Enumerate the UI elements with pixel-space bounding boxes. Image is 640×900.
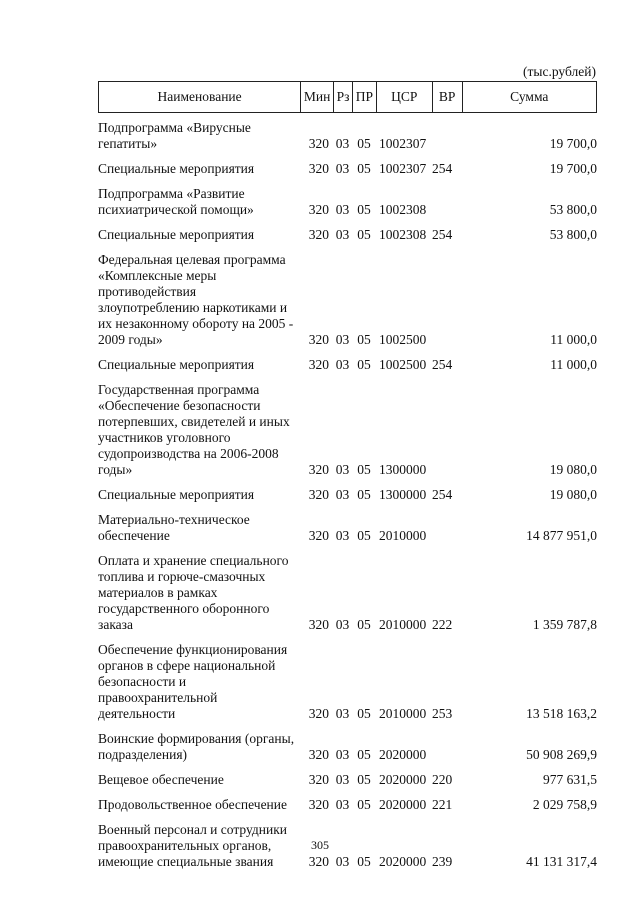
row-min: 320 bbox=[308, 528, 329, 543]
row-pr: 05 bbox=[357, 854, 371, 869]
row-vr: 254 bbox=[432, 161, 453, 176]
row-pr: 05 bbox=[357, 227, 371, 242]
header-pr: ПР bbox=[352, 82, 376, 112]
row-min: 320 bbox=[308, 357, 329, 372]
row-sum: 53 800,0 bbox=[549, 202, 597, 217]
row-sum: 50 908 269,9 bbox=[526, 747, 597, 762]
row-sum: 11 000,0 bbox=[550, 357, 597, 372]
row-name: Подпрограмма «Развитие психиатрической помощи» bbox=[98, 186, 254, 217]
row-rz: 03 bbox=[335, 528, 350, 543]
row-csr: 2020000 bbox=[379, 747, 427, 762]
table-header bbox=[98, 81, 597, 113]
row-sum: 977 631,5 bbox=[543, 772, 597, 787]
row-name: Специальные мероприятия bbox=[98, 227, 255, 242]
row-sum: 1 359 787,8 bbox=[532, 617, 597, 632]
row-min: 320 bbox=[308, 202, 329, 217]
row-rz: 03 bbox=[335, 487, 350, 502]
row-name: Оплата и хранение специального топлива и горюче-смазочных материалов в рамках государственного оборонного заказа bbox=[98, 553, 289, 632]
table-row bbox=[98, 512, 597, 544]
row-sum: 13 518 163,2 bbox=[526, 706, 597, 721]
row-name: Государственная программа «Обеспечение безопасности потерпевших, свидетелей и иных участников уголовного судопроизводства на 2006-2008 годы» bbox=[98, 382, 290, 477]
row-rz: 03 bbox=[335, 706, 350, 721]
row-csr: 1002500 bbox=[379, 332, 427, 347]
row-vr: 221 bbox=[432, 797, 453, 812]
row-min: 320 bbox=[308, 462, 329, 477]
row-rz: 03 bbox=[335, 617, 350, 632]
row-name: Подпрограмма «Вирусные гепатиты» bbox=[98, 120, 251, 151]
row-csr: 1002307 bbox=[379, 136, 427, 151]
row-csr: 1300000 bbox=[379, 487, 427, 502]
row-rz: 03 bbox=[335, 161, 350, 176]
row-csr: 1002308 bbox=[379, 202, 427, 217]
row-csr: 2020000 bbox=[379, 797, 427, 812]
header-csr: ЦСР bbox=[376, 82, 432, 112]
row-vr: 254 bbox=[432, 487, 453, 502]
header-rz: Рз bbox=[333, 82, 352, 112]
row-vr: 253 bbox=[432, 706, 453, 721]
row-csr: 1002307 bbox=[379, 161, 427, 176]
row-name: Федеральная целевая программа «Комплексные меры противодействия злоупотреблению наркотиками и их незаконному обороту на 2005 - 2009 годы» bbox=[98, 252, 294, 347]
row-rz: 03 bbox=[335, 227, 350, 242]
table-row bbox=[98, 642, 597, 722]
table-row bbox=[98, 252, 597, 348]
table-row bbox=[98, 120, 597, 152]
row-name: Обеспечение функционирования органов в сфере национальной безопасности и правоохранительной деятельности bbox=[98, 642, 288, 721]
header-sum: Сумма bbox=[462, 82, 596, 112]
table-row bbox=[98, 161, 597, 177]
row-sum: 19 700,0 bbox=[549, 136, 597, 151]
row-rz: 03 bbox=[335, 854, 350, 869]
page-number: 305 bbox=[311, 838, 329, 852]
row-pr: 05 bbox=[357, 136, 371, 151]
header-vr: ВР bbox=[432, 82, 462, 112]
row-sum: 14 877 951,0 bbox=[526, 528, 597, 543]
row-min: 320 bbox=[308, 797, 329, 812]
row-sum: 19 080,0 bbox=[549, 462, 597, 477]
row-sum: 53 800,0 bbox=[549, 227, 597, 242]
row-name: Военный персонал и сотрудники правоохранительных органов, имеющие специальные звания bbox=[98, 822, 287, 869]
row-name: Вещевое обеспечение bbox=[98, 772, 224, 787]
table-row bbox=[98, 487, 597, 503]
row-csr: 1002308 bbox=[379, 227, 427, 242]
row-name: Специальные мероприятия bbox=[98, 161, 255, 176]
row-min: 320 bbox=[308, 332, 329, 347]
row-sum: 41 131 317,4 bbox=[526, 854, 597, 869]
row-vr: 220 bbox=[432, 772, 453, 787]
row-pr: 05 bbox=[357, 706, 371, 721]
row-min: 320 bbox=[308, 617, 329, 632]
table-row bbox=[98, 553, 597, 633]
header-name: Наименование bbox=[157, 89, 242, 104]
row-name: Воинские формирования (органы, подразделения) bbox=[98, 731, 295, 762]
row-pr: 05 bbox=[357, 357, 371, 372]
row-csr: 2010000 bbox=[379, 617, 427, 632]
row-name: Специальные мероприятия bbox=[98, 487, 255, 502]
row-vr: 254 bbox=[432, 227, 453, 242]
row-sum: 19 700,0 bbox=[549, 161, 597, 176]
row-min: 320 bbox=[308, 136, 329, 151]
row-rz: 03 bbox=[335, 797, 350, 812]
row-rz: 03 bbox=[335, 462, 350, 477]
row-pr: 05 bbox=[357, 332, 371, 347]
table-row bbox=[98, 227, 597, 243]
row-vr: 254 bbox=[432, 357, 453, 372]
row-min: 320 bbox=[308, 772, 329, 787]
row-sum: 19 080,0 bbox=[549, 487, 597, 502]
row-csr: 1300000 bbox=[379, 462, 427, 477]
table-row bbox=[98, 357, 597, 373]
table-row bbox=[98, 772, 597, 788]
row-csr: 2010000 bbox=[379, 706, 427, 721]
units-note: (тыс.рублей) bbox=[523, 64, 596, 79]
header-min: Мин bbox=[300, 82, 333, 112]
row-pr: 05 bbox=[357, 462, 371, 477]
row-min: 320 bbox=[308, 854, 329, 869]
row-pr: 05 bbox=[357, 487, 371, 502]
row-min: 320 bbox=[308, 487, 329, 502]
row-rz: 03 bbox=[335, 332, 350, 347]
row-pr: 05 bbox=[357, 747, 371, 762]
row-vr: 222 bbox=[432, 617, 453, 632]
row-min: 320 bbox=[308, 706, 329, 721]
row-csr: 2020000 bbox=[379, 854, 427, 869]
row-pr: 05 bbox=[357, 528, 371, 543]
table-row bbox=[98, 731, 597, 763]
row-csr: 1002500 bbox=[379, 357, 427, 372]
table-row bbox=[98, 382, 597, 478]
row-rz: 03 bbox=[335, 772, 350, 787]
row-csr: 2020000 bbox=[379, 772, 427, 787]
row-sum: 2 029 758,9 bbox=[532, 797, 597, 812]
row-pr: 05 bbox=[357, 797, 371, 812]
table-row bbox=[98, 797, 597, 813]
row-min: 320 bbox=[308, 747, 329, 762]
table-body bbox=[98, 120, 597, 870]
row-min: 320 bbox=[308, 161, 329, 176]
row-pr: 05 bbox=[357, 772, 371, 787]
row-rz: 03 bbox=[335, 747, 350, 762]
row-name: Материально-техническое обеспечение bbox=[98, 512, 250, 543]
row-min: 320 bbox=[308, 227, 329, 242]
row-name: Продовольственное обеспечение bbox=[98, 797, 287, 812]
row-vr: 239 bbox=[432, 854, 453, 869]
row-pr: 05 bbox=[357, 161, 371, 176]
row-rz: 03 bbox=[335, 136, 350, 151]
row-sum: 11 000,0 bbox=[550, 332, 597, 347]
row-name: Специальные мероприятия bbox=[98, 357, 255, 372]
row-pr: 05 bbox=[357, 617, 371, 632]
row-rz: 03 bbox=[335, 357, 350, 372]
row-pr: 05 bbox=[357, 202, 371, 217]
row-rz: 03 bbox=[335, 202, 350, 217]
row-csr: 2010000 bbox=[379, 528, 427, 543]
budget-table bbox=[98, 81, 597, 879]
table-row bbox=[98, 186, 597, 218]
